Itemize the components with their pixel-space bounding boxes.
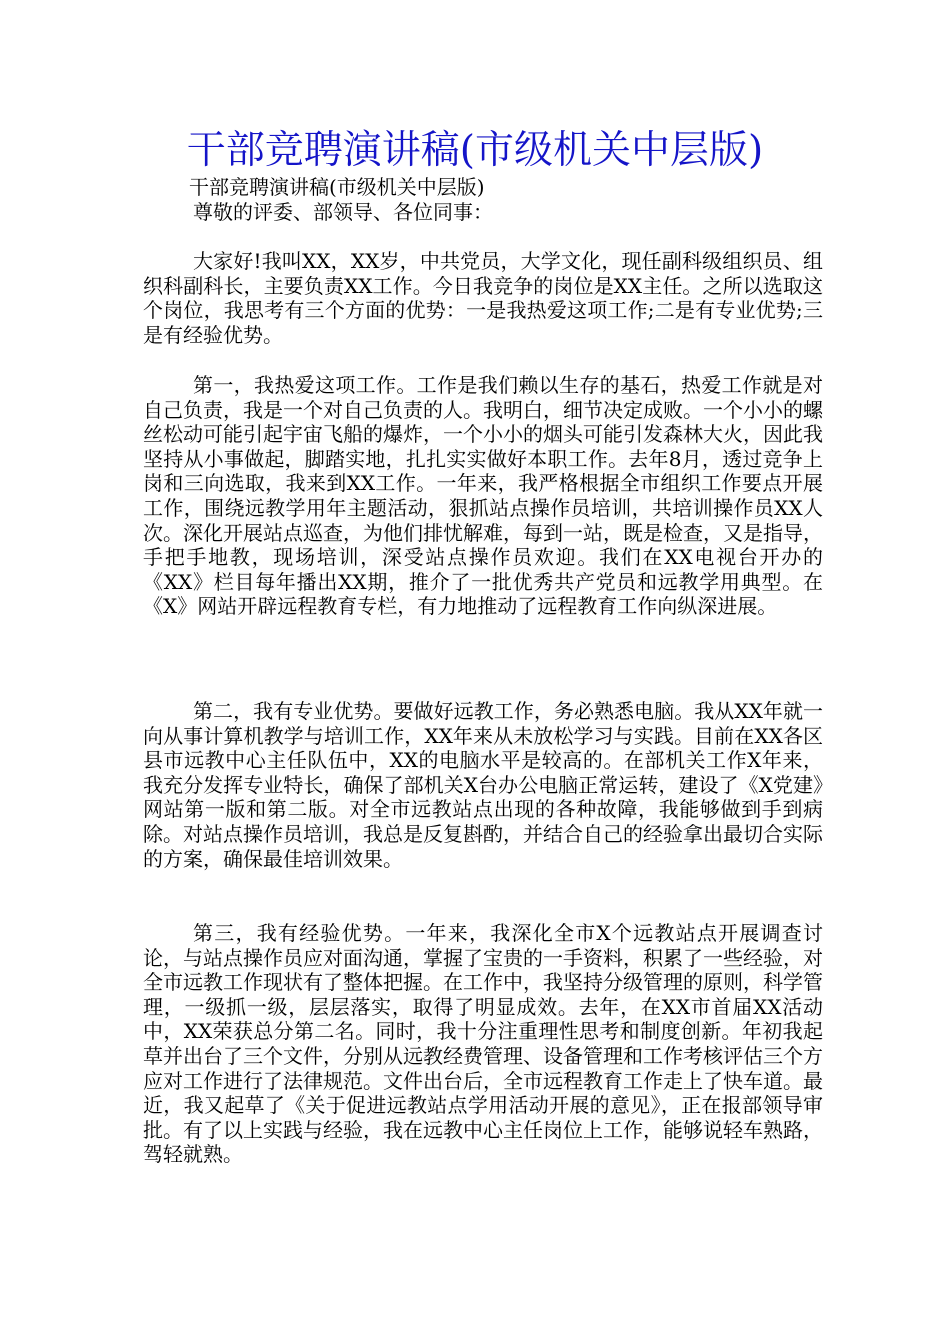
paragraph-third-advantage: 第三，我有经验优势。一年来，我深化全市X个远教站点开展调查讨论，与站点操作员应对面沟通，掌握了宝贵的一手资料，积累了一些经验，对全市远教工作现状有了整体把握。在工作中，我坚持分级管理的原则，科学管理，一级抓一级，层层落实，取得了明显成效。去年，在XX市首届XX活动中，XX荣获总分第二名。同时，我十分注重理性思考和制度创新。年初我起草并出台了三个文件，分别从远教经费管理、设备管理和工作考核评估三个方应对工作进行了法律规范。文件出台后，全市远程教育工作走上了快车道。最近，我又起草了《关于促进远教站点学用活动开展的意见》，正在报部领导审批。有了以上实践与经验，我在远教中心主任岗位上工作，能够说轻车熟路，驾轻就熟。: [143, 921, 823, 1167]
paragraph-first-advantage: 第一，我热爱这项工作。工作是我们赖以生存的基石，热爱工作就是对自己负责，我是一个对自己负责的人。我明白，细节决定成败。一个小小的螺丝松动可能引起宇宙飞船的爆炸，一个小小的烟头可能引发森林大火，因此我坚持从小事做起，脚踏实地，扎扎实实做好本职工作。去年8月，透过竞争上岗和三向选取，我来到XX工作。一年来，我严格根据全市组织工作要点开展工作，围绕远教学用年主题活动，狠抓站点操作员培训，共培训操作员XX人次。深化开展站点巡查，为他们排忧解难，每到一站，既是检查，又是指导，手把手地教，现场培训，深受站点操作员欢迎。我们在XX电视台开办的《XX》栏目每年播出XX期，推介了一批优秀共产党员和远教学用典型。在《X》网站开辟远程教育专栏，有力地推动了远程教育工作向纵深进展。: [143, 373, 823, 619]
salutation: 尊敬的评委、部领导、各位同事：: [193, 200, 493, 224]
paragraph-intro: 大家好!我叫XX，XX岁，中共党员，大学文化，现任副科级组织员、组织科副科长，主要负责XX工作。今日我竞争的岗位是XX主任。之所以选取这个岗位，我思考有三个方面的优势：一是我热爱这项工作;二是有专业优势;三是有经验优势。: [143, 249, 823, 347]
document-title: 干部竞聘演讲稿(市级机关中层版): [186, 128, 764, 173]
document-subtitle: 干部竞聘演讲稿(市级机关中层版): [189, 175, 485, 199]
paragraph-second-advantage: 第二，我有专业优势。要做好远教工作，务必熟悉电脑。我从XX年就一向从事计算机教学与培训工作，XX年来从未放松学习与实践。目前在XX各区县市远教中心主任队伍中，XX的电脑水平是较高的。在部机关工作X年来，我充分发挥专业特长，确保了部机关X台办公电脑正常运转，建设了《X党建》网站第一版和第二版。对全市远教站点出现的各种故障，我能够做到手到病除。对站点操作员培训，我总是反复斟酌，并结合自己的经验拿出最切合实际的方案，确保最佳培训效果。: [143, 699, 823, 871]
